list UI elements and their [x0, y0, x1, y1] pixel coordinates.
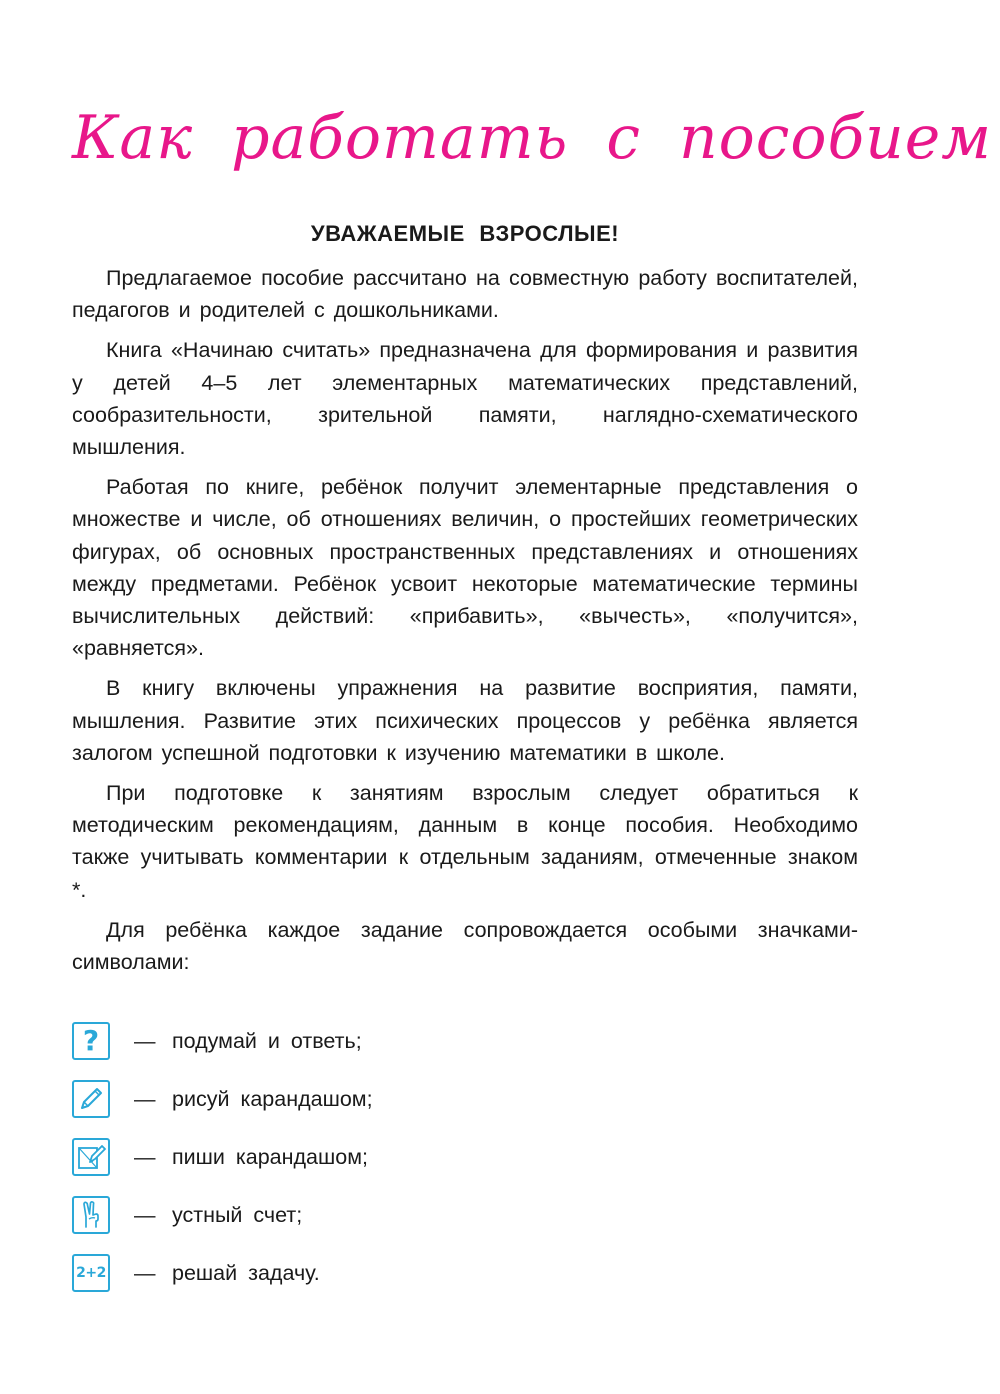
subtitle: УВАЖАЕМЫЕ ВЗРОСЛЫЕ! — [310, 221, 620, 246]
symbol-label: пиши карандашом; — [172, 1144, 368, 1169]
paragraph: Книга «Начинаю считать» предназначена для формирования и развития у детей 4–5 лет элементарных математических представлений, сообразительности, зрительной памяти, наглядно-схематического мышления. — [72, 338, 858, 460]
paragraph: В книгу включены упражнения на развитие восприятия, памяти, мышления. Развитие этих психических процессов у ребёнка является залогом успешной подготовки к изучению математики в школе. — [72, 676, 858, 765]
symbol-row — [72, 1128, 772, 1186]
symbol-row — [72, 1186, 772, 1244]
question-glyph: ? — [82, 1024, 100, 1057]
symbol-label: подумай и ответь; — [172, 1028, 362, 1053]
symbol-legend — [72, 1012, 772, 1302]
pencil-write-icon — [72, 1138, 110, 1176]
pencil-draw-svg — [76, 1084, 106, 1114]
symbol-row — [72, 1070, 772, 1128]
symbol-row — [72, 1012, 772, 1070]
counting-hand-icon — [72, 1196, 110, 1234]
paragraph: При подготовке к занятиям взрослым следует обратиться к методическим рекомендациям, данным в конце пособия. Необходимо также учитывать комментарии к отдельным заданиям, отмеченные знаком *. — [72, 781, 858, 902]
paragraph: Предлагаемое пособие рассчитано на совместную работу воспитателей, педагогов и родителей с дошкольниками. — [72, 266, 858, 323]
pencil-draw-icon — [72, 1080, 110, 1118]
pencil-write-svg — [76, 1142, 106, 1172]
symbol-label: решай задачу. — [172, 1260, 320, 1285]
paragraph: Работая по книге, ребёнок получит элементарные представления о множестве и числе, об отношениях величин, о простейших геометрических фигурах, об основных пространственных представлениях и отношениях между предметами. Ребёнок усвоит некоторые математические термины вычислительных действий: «прибавить», «вычесть», «получится», «равняется». — [72, 475, 858, 661]
symbol-dash: — — [134, 1028, 156, 1053]
page-title: Как работать с пособием — [72, 103, 993, 173]
question-icon — [72, 1022, 110, 1060]
body-text — [72, 262, 858, 986]
symbol-dash: — — [134, 1202, 156, 1227]
math-task-icon — [72, 1254, 110, 1292]
counting-hand-svg — [76, 1200, 106, 1230]
paragraph: Для ребёнка каждое задание сопровождается особыми значками-символами: — [72, 917, 858, 975]
symbol-label: устный счет; — [172, 1202, 303, 1227]
symbol-label: рисуй карандашом; — [172, 1086, 373, 1111]
symbol-row — [72, 1244, 772, 1302]
symbol-dash: — — [134, 1144, 156, 1169]
symbol-dash: — — [134, 1260, 156, 1285]
symbol-dash: — — [134, 1086, 156, 1111]
math-glyph: 2+2 — [76, 1265, 106, 1281]
